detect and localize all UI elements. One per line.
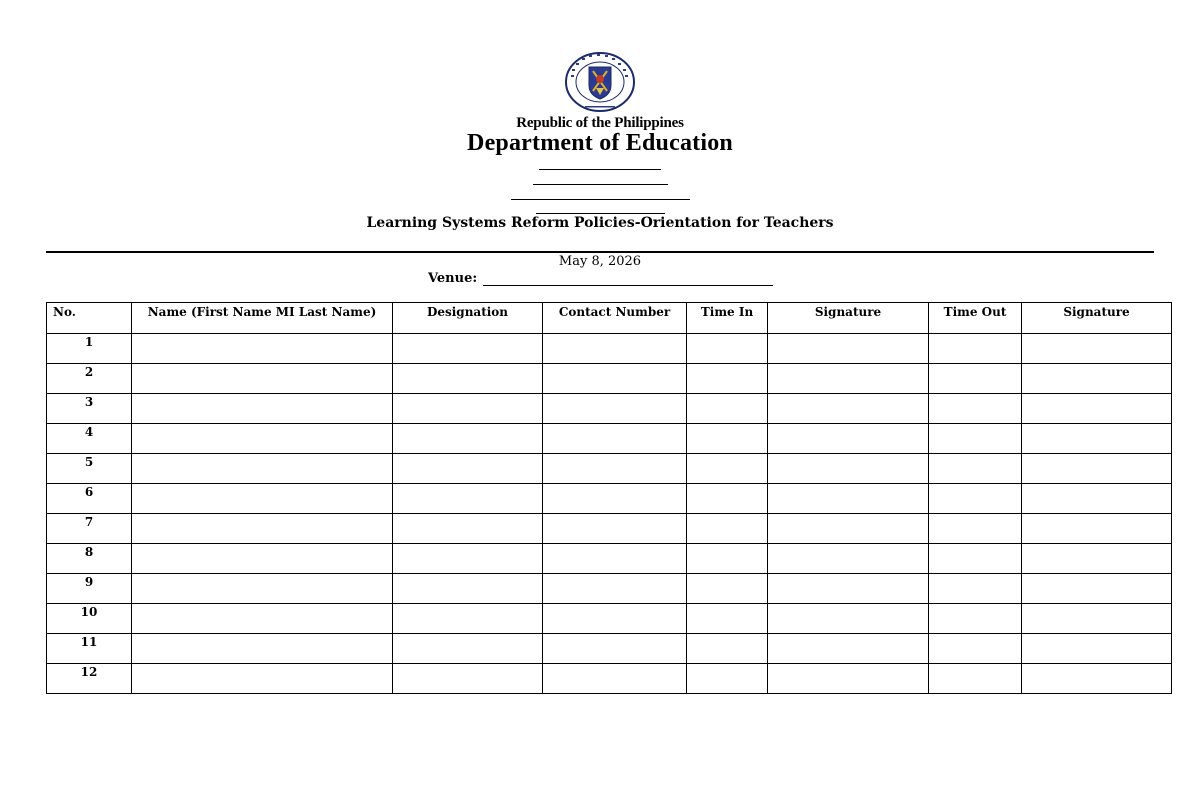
contact-number-cell[interactable] — [543, 514, 687, 544]
name-cell[interactable] — [132, 484, 393, 514]
time-out-cell[interactable] — [929, 574, 1022, 604]
name-cell[interactable] — [132, 664, 393, 694]
contact-number-cell[interactable] — [543, 604, 687, 634]
table-row — [47, 664, 1172, 694]
row-number: 5 — [47, 454, 132, 484]
row-number: 3 — [47, 394, 132, 424]
time-out-cell[interactable] — [929, 484, 1022, 514]
district-blank-line — [511, 199, 690, 200]
designation-cell[interactable] — [393, 364, 543, 394]
table-row — [47, 574, 1172, 604]
row-number: 12 — [47, 664, 132, 694]
signature-out-cell[interactable] — [1022, 544, 1172, 574]
name-cell[interactable] — [132, 604, 393, 634]
department-heading: Department of Education — [467, 130, 733, 156]
time-out-cell[interactable] — [929, 424, 1022, 454]
time-in-cell[interactable] — [687, 634, 768, 664]
table-row — [47, 634, 1172, 664]
deped-seal-icon — [563, 51, 637, 113]
time-out-cell[interactable] — [929, 514, 1022, 544]
time-in-cell[interactable] — [687, 574, 768, 604]
venue-blank-line[interactable] — [483, 271, 773, 286]
table-row — [47, 364, 1172, 394]
time-out-cell[interactable] — [929, 364, 1022, 394]
header-designation: Designation — [393, 303, 543, 334]
signature-in-cell[interactable] — [768, 574, 929, 604]
contact-number-cell[interactable] — [543, 634, 687, 664]
signature-in-cell[interactable] — [768, 604, 929, 634]
designation-cell[interactable] — [393, 394, 543, 424]
contact-number-cell[interactable] — [543, 454, 687, 484]
contact-number-cell[interactable] — [543, 424, 687, 454]
name-cell[interactable] — [132, 394, 393, 424]
row-number: 8 — [47, 544, 132, 574]
contact-number-cell[interactable] — [543, 544, 687, 574]
name-cell[interactable] — [132, 514, 393, 544]
row-number: 6 — [47, 484, 132, 514]
table-header-row — [47, 303, 1172, 334]
designation-cell[interactable] — [393, 454, 543, 484]
signature-in-cell[interactable] — [768, 514, 929, 544]
region-blank-line — [539, 169, 661, 170]
venue-field — [428, 271, 773, 286]
row-number: 9 — [47, 574, 132, 604]
time-in-cell[interactable] — [687, 544, 768, 574]
row-number: 10 — [47, 604, 132, 634]
table-row — [47, 424, 1172, 454]
designation-cell[interactable] — [393, 544, 543, 574]
signature-out-cell[interactable] — [1022, 364, 1172, 394]
designation-cell[interactable] — [393, 334, 543, 364]
header-no: No. — [47, 303, 132, 334]
time-in-cell[interactable] — [687, 454, 768, 484]
table-row — [47, 544, 1172, 574]
time-out-cell[interactable] — [929, 544, 1022, 574]
row-number: 4 — [47, 424, 132, 454]
contact-number-cell[interactable] — [543, 574, 687, 604]
signature-in-cell[interactable] — [768, 364, 929, 394]
row-number: 1 — [47, 334, 132, 364]
time-out-cell[interactable] — [929, 634, 1022, 664]
time-in-cell[interactable] — [687, 364, 768, 394]
designation-cell[interactable] — [393, 574, 543, 604]
name-cell[interactable] — [132, 424, 393, 454]
header-name: Name (First Name MI Last Name) — [132, 303, 393, 334]
table-row — [47, 394, 1172, 424]
row-number: 11 — [47, 634, 132, 664]
table-row — [47, 334, 1172, 364]
header-divider — [46, 251, 1154, 253]
table-row — [47, 454, 1172, 484]
time-out-cell[interactable] — [929, 664, 1022, 694]
header-contact-number: Contact Number — [543, 303, 687, 334]
signature-in-cell[interactable] — [768, 664, 929, 694]
table-row — [47, 604, 1172, 634]
event-date: May 8, 2026 — [558, 254, 642, 269]
signature-out-cell[interactable] — [1022, 334, 1172, 364]
attendance-table — [46, 302, 1172, 694]
document-title: Learning Systems Reform Policies-Orientation for Teachers — [366, 215, 834, 231]
designation-cell[interactable] — [393, 604, 543, 634]
time-out-cell[interactable] — [929, 394, 1022, 424]
time-in-cell[interactable] — [687, 664, 768, 694]
time-in-cell[interactable] — [687, 604, 768, 634]
time-in-cell[interactable] — [687, 334, 768, 364]
signature-in-cell[interactable] — [768, 544, 929, 574]
contact-number-cell[interactable] — [543, 394, 687, 424]
name-cell[interactable] — [132, 634, 393, 664]
row-number: 7 — [47, 514, 132, 544]
time-in-cell[interactable] — [687, 394, 768, 424]
designation-cell[interactable] — [393, 514, 543, 544]
designation-cell[interactable] — [393, 424, 543, 454]
name-cell[interactable] — [132, 334, 393, 364]
signature-in-cell[interactable] — [768, 484, 929, 514]
signature-out-cell[interactable] — [1022, 634, 1172, 664]
signature-out-cell[interactable] — [1022, 664, 1172, 694]
signature-in-cell[interactable] — [768, 394, 929, 424]
header-time-in: Time In — [687, 303, 768, 334]
name-cell[interactable] — [132, 574, 393, 604]
table-row — [47, 514, 1172, 544]
time-in-cell[interactable] — [687, 424, 768, 454]
republic-heading: Republic of the Philippines — [516, 115, 684, 131]
time-out-cell[interactable] — [929, 334, 1022, 364]
contact-number-cell[interactable] — [543, 334, 687, 364]
header-signature-in: Signature — [768, 303, 929, 334]
venue-label: Venue: — [428, 271, 478, 286]
header-signature-out: Signature — [1022, 303, 1172, 334]
signature-out-cell[interactable] — [1022, 424, 1172, 454]
header-time-out: Time Out — [929, 303, 1022, 334]
signature-in-cell[interactable] — [768, 454, 929, 484]
designation-cell[interactable] — [393, 664, 543, 694]
designation-cell[interactable] — [393, 634, 543, 664]
time-in-cell[interactable] — [687, 514, 768, 544]
name-cell[interactable] — [132, 544, 393, 574]
signature-out-cell[interactable] — [1022, 394, 1172, 424]
signature-in-cell[interactable] — [768, 334, 929, 364]
signature-out-cell[interactable] — [1022, 484, 1172, 514]
name-cell[interactable] — [132, 364, 393, 394]
row-number: 2 — [47, 364, 132, 394]
designation-cell[interactable] — [393, 484, 543, 514]
school-blank-line — [536, 213, 665, 214]
time-out-cell[interactable] — [929, 604, 1022, 634]
signature-out-cell[interactable] — [1022, 454, 1172, 484]
contact-number-cell[interactable] — [543, 664, 687, 694]
contact-number-cell[interactable] — [543, 364, 687, 394]
contact-number-cell[interactable] — [543, 484, 687, 514]
signature-out-cell[interactable] — [1022, 604, 1172, 634]
time-in-cell[interactable] — [687, 484, 768, 514]
signature-in-cell[interactable] — [768, 634, 929, 664]
signature-out-cell[interactable] — [1022, 574, 1172, 604]
name-cell[interactable] — [132, 454, 393, 484]
signature-out-cell[interactable] — [1022, 514, 1172, 544]
table-row — [47, 484, 1172, 514]
signature-in-cell[interactable] — [768, 424, 929, 454]
division-blank-line — [533, 184, 668, 185]
time-out-cell[interactable] — [929, 454, 1022, 484]
